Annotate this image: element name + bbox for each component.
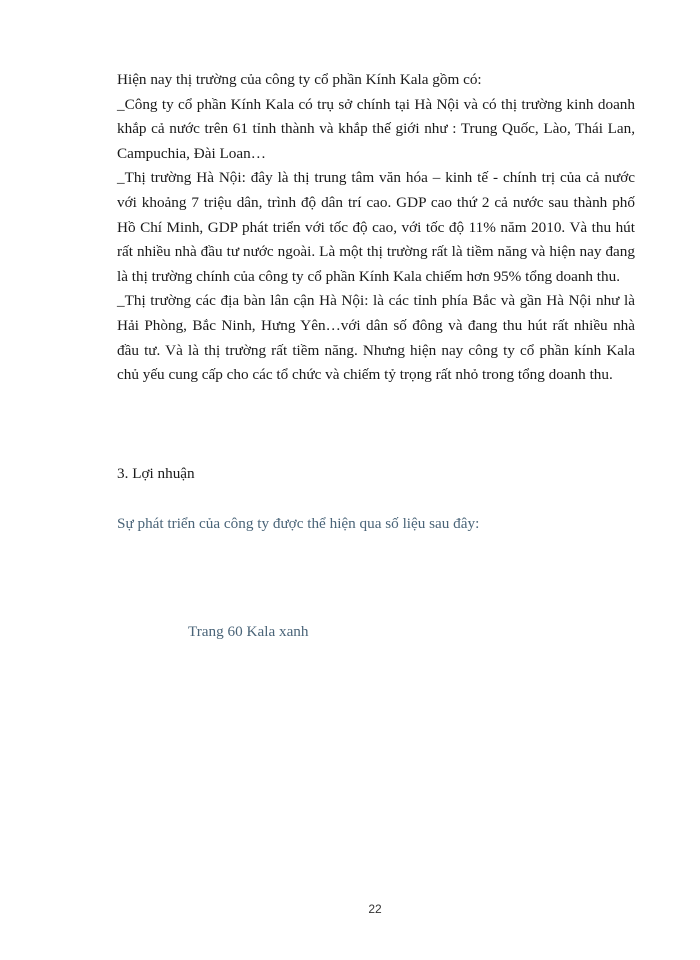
section-heading: 3. Lợi nhuận <box>117 465 195 482</box>
paragraph-company-market: _Công ty cổ phần Kính Kala có trụ sở chính tại Hà Nội và có thị trường kinh doanh khắp cả nước trên 61 tỉnh thành và khắp thế giới như : Trung Quốc, Lào, Thái Lan, Campuchia, Đài Loan… <box>117 95 635 162</box>
page-number: 22 <box>368 902 382 916</box>
paragraph-hanoi-market: _Thị trường Hà Nội: đây là thị trung tâm văn hóa – kinh tế - chính trị của cả nước với khoảng 7 triệu dân, trình độ dân trí cao. GDP cao thứ 2 cả nước sau thành phố Hồ Chí Minh, GDP phát triển với tốc độ cao, với tốc độ 11% năm 2010. Và thu hút rất nhiều nhà đầu tư nước ngoài. Là một thị trường rất là tiềm năng và hiện nay đang là thị trường chính của công ty cổ phần Kính Kala chiếm hơn 95% tổng doanh thu. <box>117 169 635 285</box>
intro-line: Sự phát triển của công ty được thể hiện qua số liệu sau đây: <box>117 515 480 532</box>
body-text <box>117 68 635 388</box>
figure-caption: Trang 60 Kala xanh <box>188 623 309 640</box>
paragraph-market-intro: Hiện nay thị trường của công ty cổ phần Kính Kala gồm có: <box>117 71 482 88</box>
paragraph-neighbor-market: _Thị trường các địa bàn lân cận Hà Nội: là các tỉnh phía Bắc và gần Hà Nội như là Hải Phòng, Bắc Ninh, Hưng Yên…với dân số đông và đang thu hút rất nhiều nhà đầu tư. Và là thị trường rất tiềm năng. Nhưng hiện nay công ty cổ phần kính Kala chủ yếu cung cấp cho các tổ chức và chiếm tỷ trọng rất nhỏ trong tổng doanh thu. <box>117 292 635 384</box>
